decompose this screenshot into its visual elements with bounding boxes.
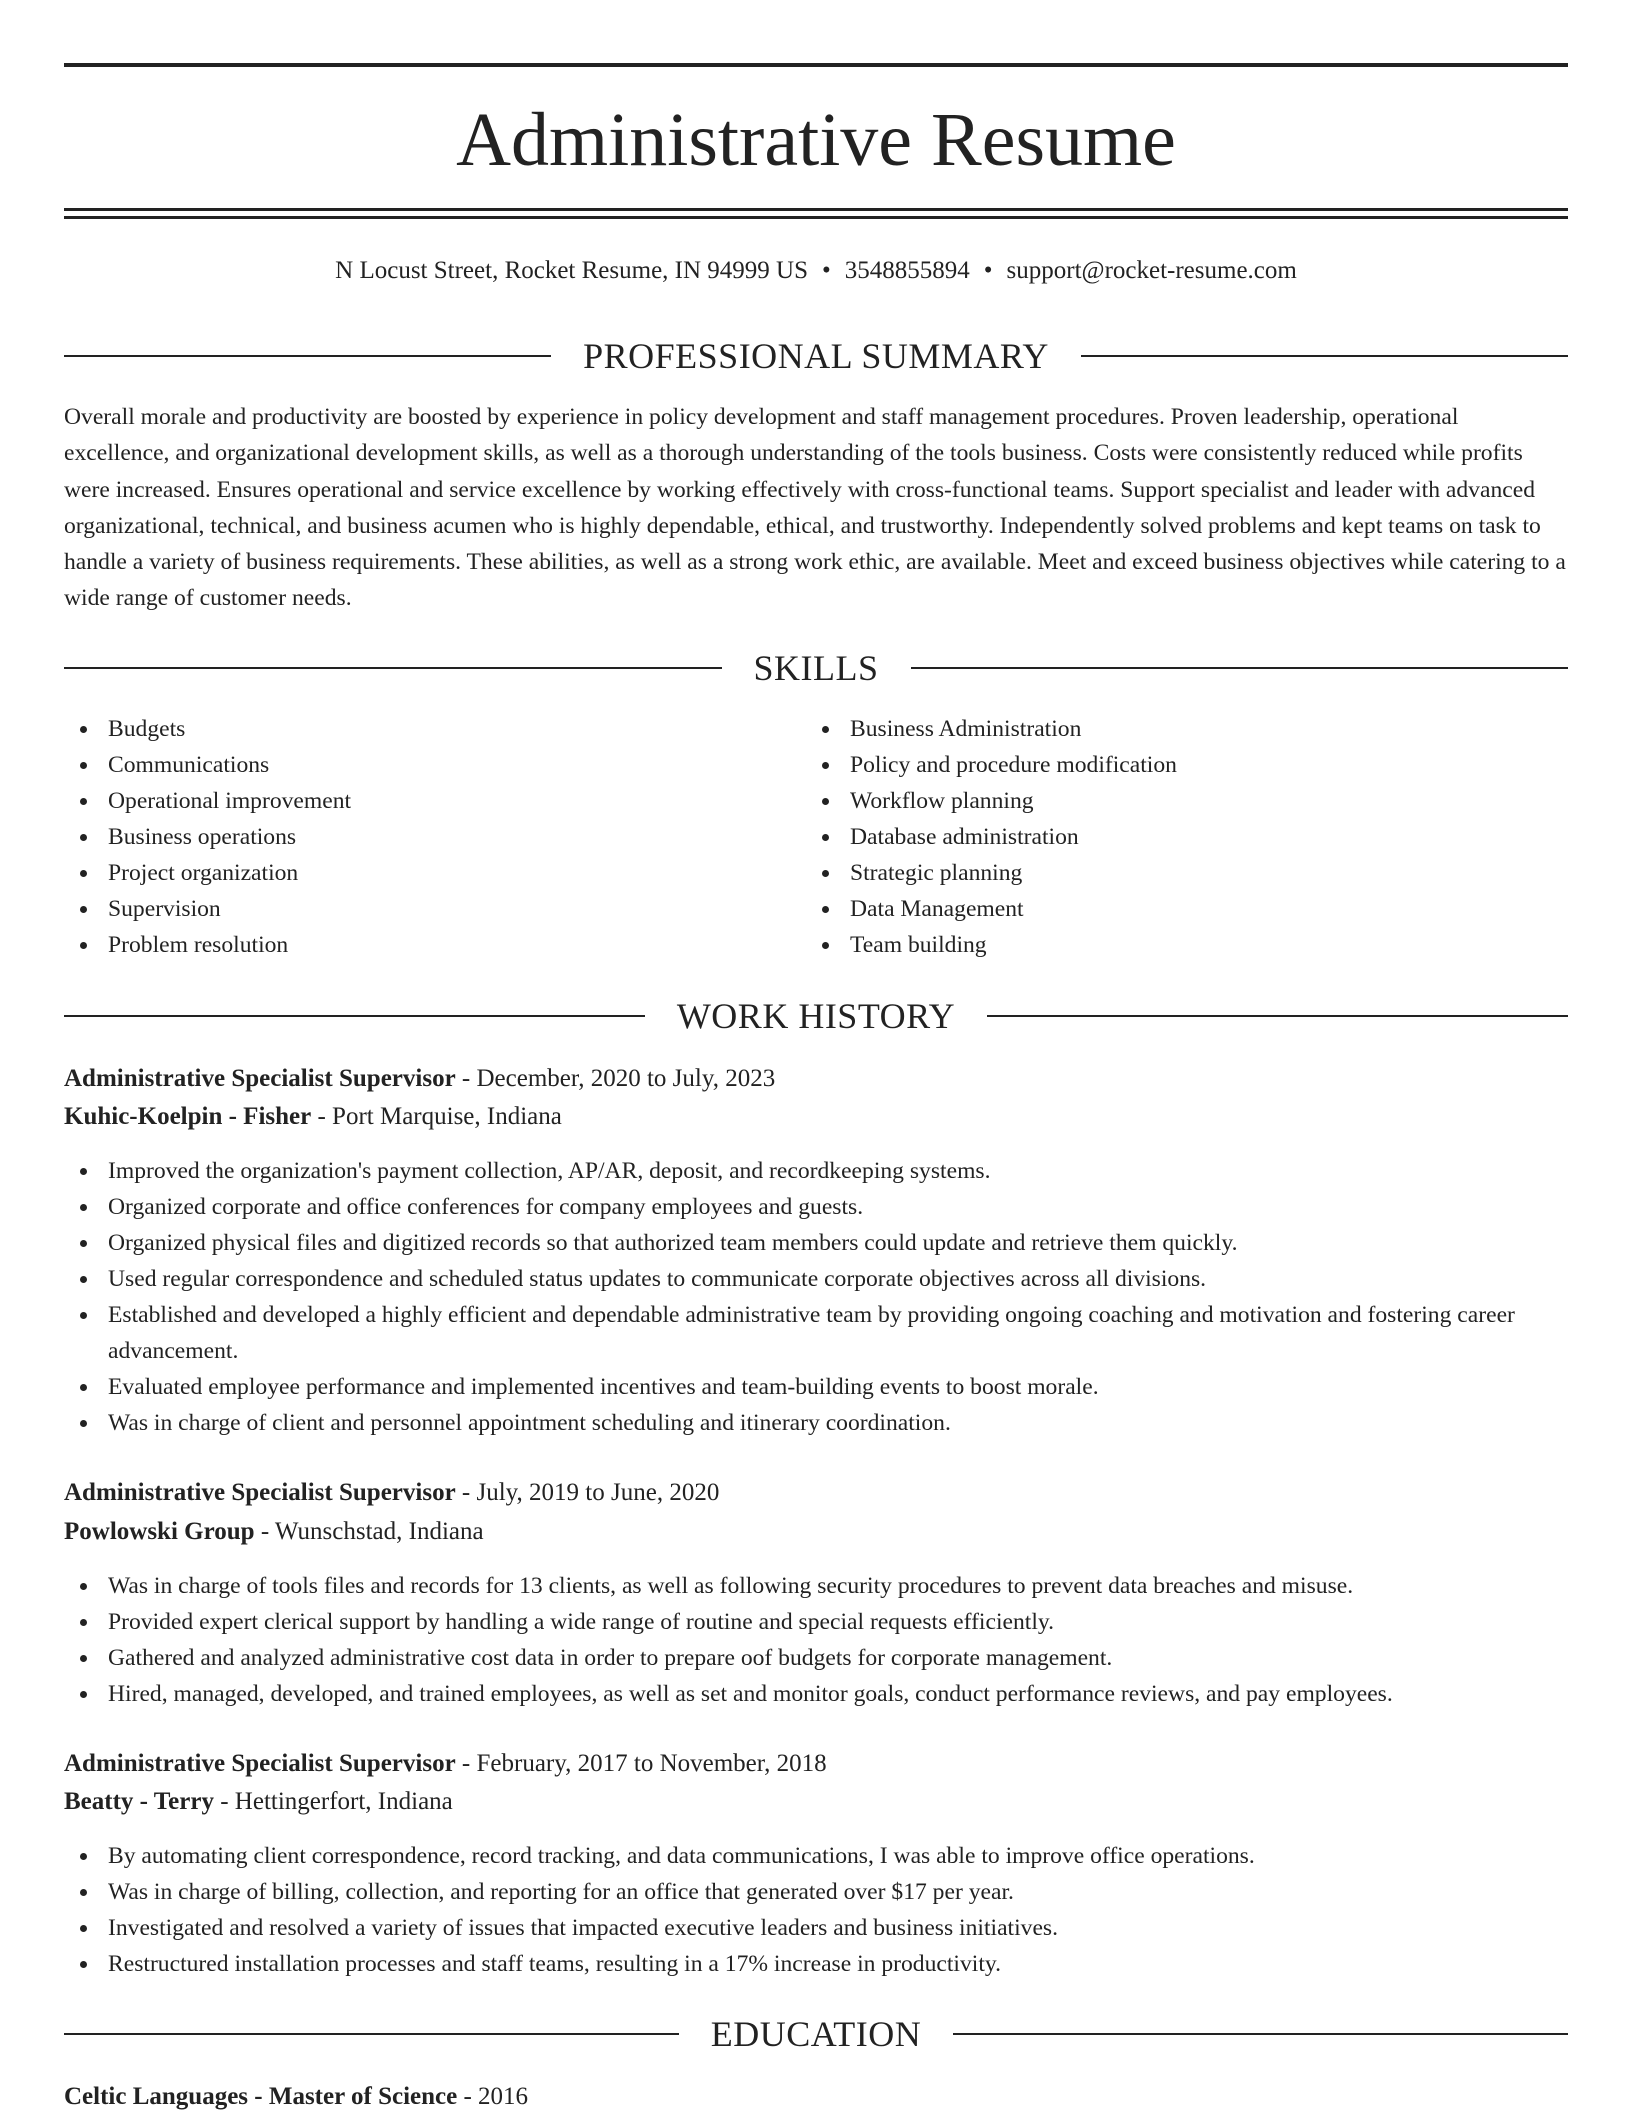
job-company: Beatty - Terry bbox=[64, 1788, 214, 1815]
skill-item: Operational improvement bbox=[64, 783, 804, 819]
job-location: - Wunschstad, Indiana bbox=[254, 1518, 484, 1545]
skill-item: Budgets bbox=[64, 711, 804, 747]
skill-item: Communications bbox=[64, 747, 804, 783]
skill-item: Problem resolution bbox=[64, 927, 804, 963]
resume-title: Administrative Resume bbox=[456, 98, 1176, 182]
skill-item: Project organization bbox=[64, 855, 804, 891]
contact-separator: • bbox=[822, 257, 831, 284]
skill-item: Policy and procedure modification bbox=[806, 747, 1546, 783]
job-title-line bbox=[64, 1061, 1568, 1097]
section-rule bbox=[953, 2033, 1568, 2035]
skill-item: Data Management bbox=[806, 891, 1546, 927]
skill-item: Strategic planning bbox=[806, 855, 1546, 891]
job-bullet: Was in charge of tools files and records for 13 clients, as well as following security procedures to prevent data breaches and misuse. bbox=[64, 1568, 1568, 1604]
summary-section-header bbox=[64, 334, 1568, 378]
job-company: Powlowski Group bbox=[64, 1518, 255, 1545]
contact-line bbox=[64, 254, 1568, 288]
section-rule bbox=[64, 1015, 645, 1017]
section-rule bbox=[64, 667, 722, 669]
job-company-line bbox=[64, 1514, 1568, 1550]
education-year: - 2016 bbox=[457, 2083, 529, 2110]
skill-item: Business Administration bbox=[806, 711, 1546, 747]
job-company: Kuhic-Koelpin - Fisher bbox=[64, 1103, 312, 1130]
skills-heading: SKILLS bbox=[753, 648, 879, 688]
skill-item: Database administration bbox=[806, 819, 1546, 855]
job-bullet: Was in charge of billing, collection, and reporting for an office that generated over $17 per year. bbox=[64, 1874, 1568, 1910]
job-location: - Hettingerfort, Indiana bbox=[213, 1788, 453, 1815]
skill-item: Business operations bbox=[64, 819, 804, 855]
section-rule bbox=[987, 1015, 1568, 1017]
top-rule bbox=[64, 63, 1568, 67]
job-bullets bbox=[64, 1838, 1568, 1982]
education-heading: EDUCATION bbox=[710, 2014, 922, 2054]
contact-separator: • bbox=[983, 257, 993, 284]
job-title: Administrative Specialist Supervisor bbox=[64, 1750, 456, 1777]
job-bullets bbox=[64, 1153, 1568, 1441]
job-title: Administrative Specialist Supervisor bbox=[64, 1065, 456, 1092]
job-bullets bbox=[64, 1568, 1568, 1712]
skills-left-column bbox=[64, 711, 804, 963]
skill-item: Team building bbox=[806, 927, 1546, 963]
job-dates: - February, 2017 to November, 2018 bbox=[455, 1750, 827, 1777]
skills-left-list bbox=[64, 711, 804, 963]
section-rule bbox=[1081, 355, 1568, 357]
summary-text: Overall morale and productivity are boosted by experience in policy development and staff management procedures. Proven leadership, operational excellence, and organizational development skills, as well as a thorough understanding of the tools business. Costs were consistently reduced while profits were increased. Ensures operational and service excellence by working effectively with cross-functional teams. Support specialist and leader with advanced organizational, technical, and business acumen who is highly dependable, ethical, and trustworthy. Independently solved problems and kept teams on task to handle a variety of business requirements. These abilities, as well as a strong work ethic, are available. Meet and exceed business objectives while catering to a wide range of customer needs. bbox=[64, 404, 1566, 612]
title-rule-lower bbox=[64, 216, 1568, 219]
title-rule-upper bbox=[64, 208, 1568, 211]
job-bullet: Hired, managed, developed, and trained employees, as well as set and monitor goals, conduct performance reviews, and pay employees. bbox=[64, 1676, 1568, 1712]
work-section-header bbox=[64, 994, 1568, 1038]
job-bullet: Restructured installation processes and staff teams, resulting in a 17% increase in productivity. bbox=[64, 1946, 1568, 1982]
skills-right-list bbox=[806, 711, 1546, 963]
summary-heading: PROFESSIONAL SUMMARY bbox=[583, 336, 1049, 376]
job-bullet: Used regular correspondence and scheduled status updates to communicate corporate objectives across all divisions. bbox=[64, 1261, 1568, 1297]
work-heading: WORK HISTORY bbox=[676, 996, 956, 1036]
section-rule bbox=[64, 2033, 679, 2035]
job-bullet: Established and developed a highly efficient and dependable administrative team by providing ongoing coaching and motivation and fostering career advancement. bbox=[64, 1297, 1568, 1369]
job-dates: - December, 2020 to July, 2023 bbox=[455, 1065, 776, 1092]
skills-right-column bbox=[806, 711, 1546, 963]
job-bullet: Gathered and analyzed administrative cost data in order to prepare oof budgets for corporate management. bbox=[64, 1640, 1568, 1676]
job-title-line bbox=[64, 1746, 1568, 1782]
job-bullet: Investigated and resolved a variety of issues that impacted executive leaders and business initiatives. bbox=[64, 1910, 1568, 1946]
job-bullet: Evaluated employee performance and implemented incentives and team-building events to boost morale. bbox=[64, 1369, 1568, 1405]
job-title-line bbox=[64, 1475, 1568, 1511]
job-location: - Port Marquise, Indiana bbox=[311, 1103, 562, 1130]
job-bullet: Organized physical files and digitized records so that authorized team members could update and retrieve them quickly. bbox=[64, 1225, 1568, 1261]
contact-email: support@rocket-resume.com bbox=[1006, 257, 1297, 284]
contact-phone: 3548855894 bbox=[844, 257, 970, 284]
job-company-line bbox=[64, 1784, 1568, 1820]
skill-item: Supervision bbox=[64, 891, 804, 927]
job-bullet: Provided expert clerical support by handling a wide range of routine and special requests efficiently. bbox=[64, 1604, 1568, 1640]
skill-item: Workflow planning bbox=[806, 783, 1546, 819]
job-bullet: By automating client correspondence, record tracking, and data communications, I was able to improve office operations. bbox=[64, 1838, 1568, 1874]
education-entry bbox=[64, 2079, 1568, 2115]
contact-address: N Locust Street, Rocket Resume, IN 94999 US bbox=[335, 257, 809, 284]
section-rule bbox=[64, 355, 551, 357]
job-title: Administrative Specialist Supervisor bbox=[64, 1479, 456, 1506]
job-dates: - July, 2019 to June, 2020 bbox=[455, 1479, 720, 1506]
education-degree: Celtic Languages - Master of Science bbox=[64, 2083, 458, 2110]
job-bullet: Was in charge of client and personnel appointment scheduling and itinerary coordination. bbox=[64, 1405, 1568, 1441]
skills-section-header bbox=[64, 646, 1568, 690]
education-section-header bbox=[64, 2012, 1568, 2056]
job-bullet: Improved the organization's payment collection, AP/AR, deposit, and recordkeeping systems. bbox=[64, 1153, 1568, 1189]
section-rule bbox=[911, 667, 1569, 669]
job-bullet: Organized corporate and office conferences for company employees and guests. bbox=[64, 1189, 1568, 1225]
job-company-line bbox=[64, 1099, 1568, 1135]
